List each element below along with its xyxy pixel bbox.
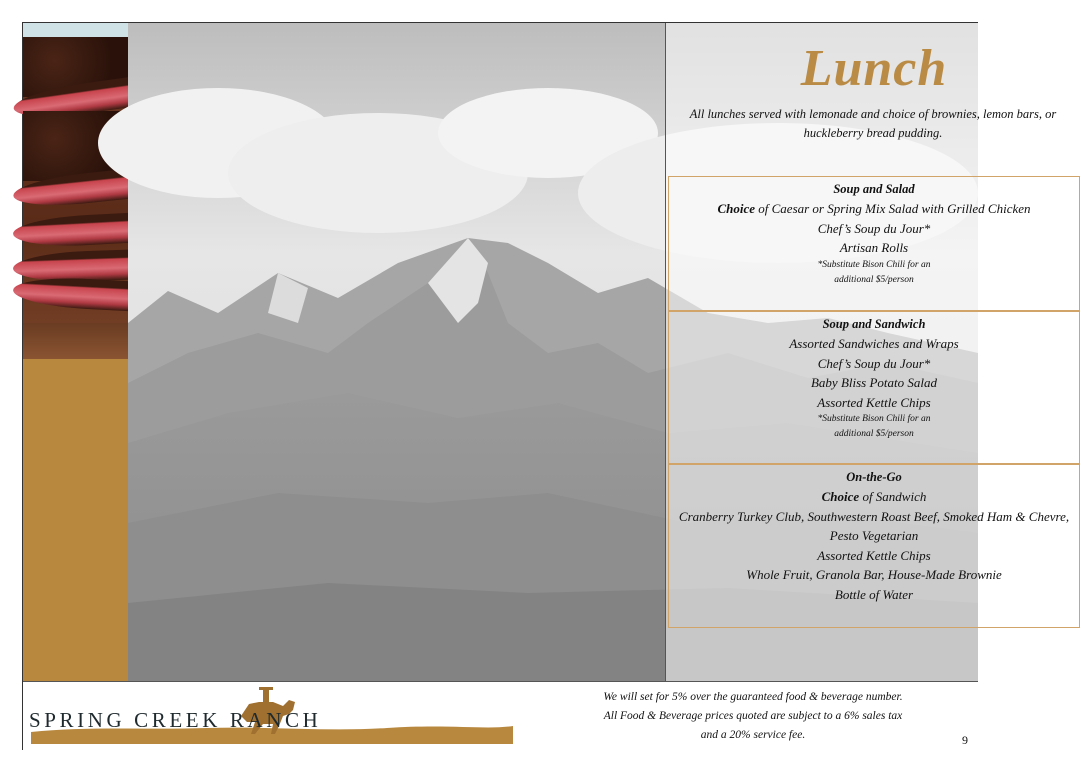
intro-line: All lunches served with lemonade and choice of brownies, lemon bars, or bbox=[689, 107, 1057, 121]
menu-section-soup-and-sandwich bbox=[668, 311, 1080, 464]
section-title: On-the-Go bbox=[846, 470, 902, 484]
menu-item: Cranberry Turkey Club, Southwestern Roast Beef, Smoked Ham & Chevre, bbox=[678, 508, 1070, 524]
choice-text: of Caesar or Spring Mix Salad with Grilled Chicken bbox=[755, 201, 1031, 216]
section-title: Soup and Sandwich bbox=[822, 317, 926, 331]
section-title: Soup and Salad bbox=[833, 182, 915, 196]
roast-beef-photo bbox=[23, 23, 128, 359]
substitution-note: additional $5/person bbox=[834, 429, 914, 439]
menu-item: Assorted Kettle Chips bbox=[817, 547, 931, 563]
menu-page bbox=[22, 22, 1070, 750]
menu-item: Chef’s Soup du Jour* bbox=[817, 355, 931, 371]
pricing-note-line: All Food & Beverage prices quoted are subject to a 6% sales tax bbox=[603, 710, 903, 722]
menu-item: Assorted Sandwiches and Wraps bbox=[789, 336, 959, 351]
menu-item: Assorted Kettle Chips bbox=[817, 394, 931, 410]
gold-accent-bar bbox=[23, 359, 128, 681]
menu-item: Baby Bliss Potato Salad bbox=[810, 375, 938, 390]
page-number: 9 bbox=[962, 733, 968, 747]
substitution-note: additional $5/person bbox=[834, 274, 914, 285]
pricing-notes bbox=[558, 688, 948, 745]
menu-item: Pesto Vegetarian bbox=[829, 528, 919, 543]
menu-item: Artisan Rolls bbox=[839, 240, 909, 255]
intro-text bbox=[688, 105, 1058, 143]
menu-item: Whole Fruit, Granola Bar, House-Made Brownie bbox=[746, 567, 1002, 582]
page-title: Lunch bbox=[800, 40, 948, 97]
mountain-background bbox=[128, 23, 1070, 681]
choice-word: Choice bbox=[821, 489, 860, 504]
pricing-note-line: and a 20% service fee. bbox=[700, 729, 806, 741]
choice-line bbox=[669, 487, 1079, 507]
brand-name: SPRING CREEK RANCH bbox=[29, 708, 322, 732]
substitution-note: *Substitute Bison Chili for an bbox=[817, 259, 931, 270]
menu-item: Bottle of Water bbox=[834, 586, 914, 602]
pricing-note-line: We will set for 5% over the guaranteed food & beverage number. bbox=[603, 691, 903, 703]
menu-section-soup-and-salad bbox=[668, 176, 1080, 311]
intro-line: huckleberry bread pudding. bbox=[803, 126, 943, 140]
choice-line bbox=[669, 199, 1079, 219]
choice-word: Choice bbox=[717, 201, 756, 216]
spring-creek-ranch-logo bbox=[27, 686, 517, 746]
menu-item: Chef’s Soup du Jour* bbox=[817, 220, 931, 236]
page-footer bbox=[23, 681, 978, 750]
substitution-note: *Substitute Bison Chili for an bbox=[817, 414, 931, 424]
choice-text: of Sandwich bbox=[859, 489, 927, 504]
menu-section-on-the-go bbox=[668, 464, 1080, 628]
